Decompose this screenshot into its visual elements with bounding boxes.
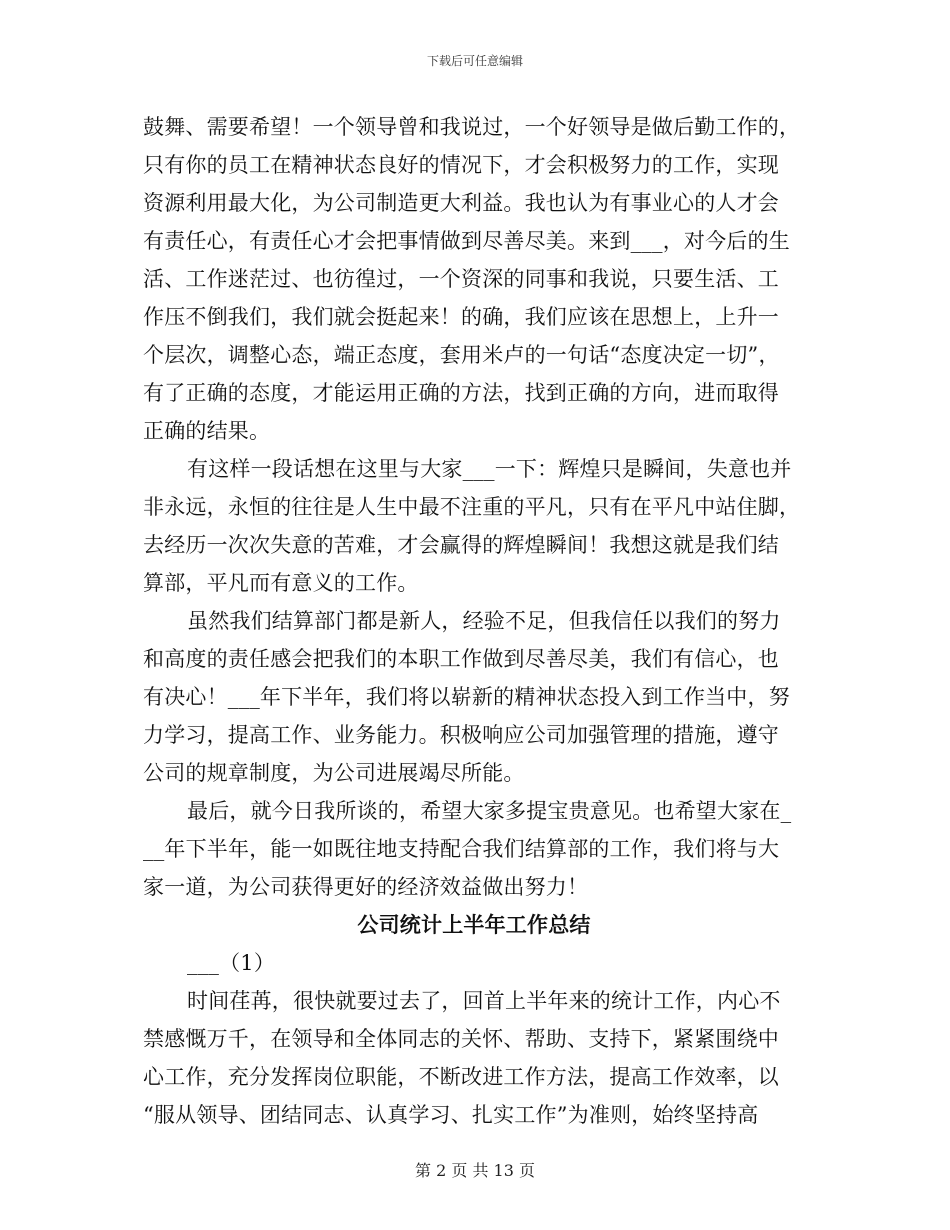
text-line: 资源利用最大化，为公司制造更大利益。我也认为有事业心的人才会 [143,191,779,215]
text-line: 心工作，充分发挥岗位职能，不断改进工作方法，提高工作效率，以 [143,1065,779,1089]
text-line: 只有你的员工在精神状态良好的情况下，才会积极努力的工作，实现 [143,153,779,177]
text-line: 鼓舞、需要希望！一个领导曾和我说过，一个好领导是做后勤工作的， [143,115,801,139]
text-line: 有责任心，有责任心才会把事情做到尽善尽美。来到___，对今后的生 [143,229,790,253]
section-title: 公司统计上半年工作总结 [357,913,591,937]
text-line: 算部，平凡而有意义的工作。 [143,571,419,595]
text-line: __年下半年，能一如既往地支持配合我们结算部的工作，我们将与大 [143,837,780,861]
text-line: 力学习，提高工作、业务能力。积极响应公司加强管理的措施，遵守 [143,723,779,747]
text-line: 家一道，为公司获得更好的经济效益做出努力！ [143,875,589,899]
text-line: 作压不倒我们，我们就会挺起来！的确，我们应该在思想上，上升一 [143,305,779,329]
text-line: 有这样一段话想在这里与大家___一下：辉煌只是瞬间，失意也并 [187,457,792,481]
text-line: 和高度的责任感会把我们的本职工作做到尽善尽美，我们有信心，也 [143,647,779,671]
text-line: 个层次，调整心态，端正态度，套用米卢的一句话“态度决定一切”， [143,343,780,367]
text-line: 公司的规章制度，为公司进展竭尽所能。 [143,761,525,785]
text-line: 有了正确的态度，才能运用正确的方法，找到正确的方向，进而取得 [143,381,779,405]
text-line: ___（1） [187,951,276,975]
text-line: 非永远，永恒的往往是人生中最不注重的平凡，只有在平凡中站住脚， [143,495,801,519]
text-line: 禁感慨万千，在领导和全体同志的关怀、帮助、支持下，紧紧围绕中 [143,1027,779,1051]
text-line: “服从领导、团结同志、认真学习、扎实工作”为准则，始终坚持高 [143,1103,759,1127]
page-number-footer: 第 2 页 共 13 页 [415,1161,535,1180]
text-line: 时间荏苒，很快就要过去了，回首上半年来的统计工作，内心不 [187,989,781,1013]
document-body [143,108,805,1134]
page-header-note: 下载后可任意编辑 [426,54,523,68]
text-line: 去经历一次次失意的苦难，才会赢得的辉煌瞬间！我想这就是我们结 [143,533,779,557]
text-line: 最后，就今日我所谈的，希望大家多提宝贵意见。也希望大家在_ [187,799,792,823]
text-line: 活、工作迷茫过、也彷徨过，一个资深的同事和我说，只要生活、工 [143,267,779,291]
text-line: 虽然我们结算部门都是新人，经验不足，但我信任以我们的努力 [187,609,781,633]
text-line: 正确的结果。 [143,419,271,443]
text-line: 有决心！___年下半年，我们将以崭新的精神状态投入到工作当中，努 [143,685,790,709]
